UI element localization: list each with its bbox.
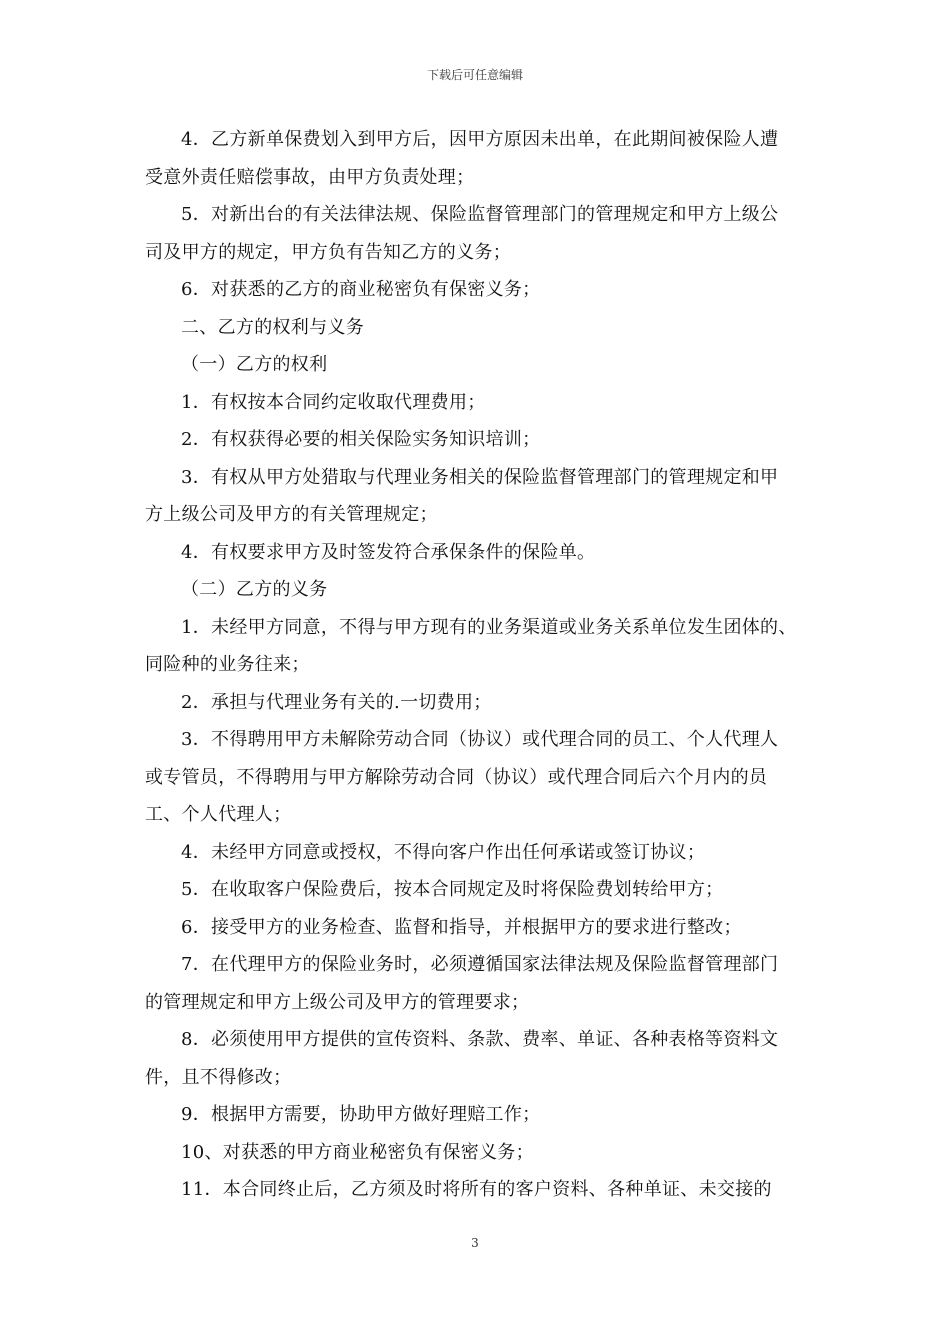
text-line: 2．有权获得必要的相关保险实务知识培训； bbox=[181, 429, 541, 450]
text-line: 工、个人代理人； bbox=[145, 804, 292, 825]
text-line: 5．对新出台的有关法律法规、保险监督管理部门的管理规定和甲方上级公 bbox=[181, 204, 779, 225]
text-line: 9．根据甲方需要，协助甲方做好理赔工作； bbox=[181, 1104, 541, 1125]
text-line: 10、对获悉的甲方商业秘密负有保密义务； bbox=[181, 1141, 534, 1163]
text-line: 1．未经甲方同意，不得与甲方现有的业务渠道或业务关系单位发生团体的、 bbox=[181, 616, 797, 638]
text-line: 3．不得聘用甲方未解除劳动合同（协议）或代理合同的员工、个人代理人 bbox=[181, 729, 779, 750]
text-line: 5．在收取客户保险费后，按本合同规定及时将保险费划转给甲方； bbox=[181, 879, 724, 900]
text-line: 1．有权按本合同约定收取代理费用； bbox=[181, 391, 486, 413]
text-line: 同险种的业务往来； bbox=[145, 654, 310, 675]
page-number: 3 bbox=[471, 1236, 479, 1250]
text-line: 6．对获悉的乙方的商业秘密负有保密义务； bbox=[181, 279, 541, 300]
text-line: 受意外责任赔偿事故，由甲方负责处理； bbox=[145, 166, 475, 188]
document-body bbox=[145, 121, 810, 1209]
text-line: 司及甲方的规定，甲方负有告知乙方的义务； bbox=[145, 241, 511, 263]
text-line: 二、乙方的权利与义务 bbox=[181, 316, 364, 338]
text-line: 4．未经甲方同意或授权，不得向客户作出任何承诺或签订协议； bbox=[181, 841, 706, 863]
text-line: 或专管员，不得聘用与甲方解除劳动合同（协议）或代理合同后六个月内的员 bbox=[145, 766, 768, 788]
text-line: 方上级公司及甲方的有关管理规定； bbox=[145, 504, 438, 525]
text-line: 11．本合同终止后，乙方须及时将所有的客户资料、各种单证、未交接的 bbox=[181, 1179, 772, 1200]
text-line: 6．接受甲方的业务检查、监督和指导，并根据甲方的要求进行整改； bbox=[181, 916, 742, 938]
text-line: 7．在代理甲方的保险业务时，必须遵循国家法律法规及保险监督管理部门 bbox=[181, 954, 779, 975]
page-header: 下载后可任意编辑 bbox=[426, 68, 523, 82]
text-line: 3．有权从甲方处猎取与代理业务相关的保险监督管理部门的管理规定和甲 bbox=[181, 466, 779, 488]
text-line: 件，且不得修改； bbox=[145, 1066, 292, 1088]
text-line: 2．承担与代理业务有关的.一切费用； bbox=[181, 691, 492, 713]
text-line: （一）乙方的权利 bbox=[181, 354, 328, 375]
text-line: 的管理规定和甲方上级公司及甲方的管理要求； bbox=[145, 991, 530, 1013]
text-line: 4．有权要求甲方及时签发符合承保条件的保险单。 bbox=[181, 541, 596, 563]
text-line: 8．必须使用甲方提供的宣传资料、条款、费率、单证、各种表格等资料文 bbox=[181, 1029, 779, 1050]
text-line: 4．乙方新单保费划入到甲方后，因甲方原因未出单，在此期间被保险人遭 bbox=[181, 129, 779, 150]
text-line: （二）乙方的义务 bbox=[181, 579, 328, 600]
